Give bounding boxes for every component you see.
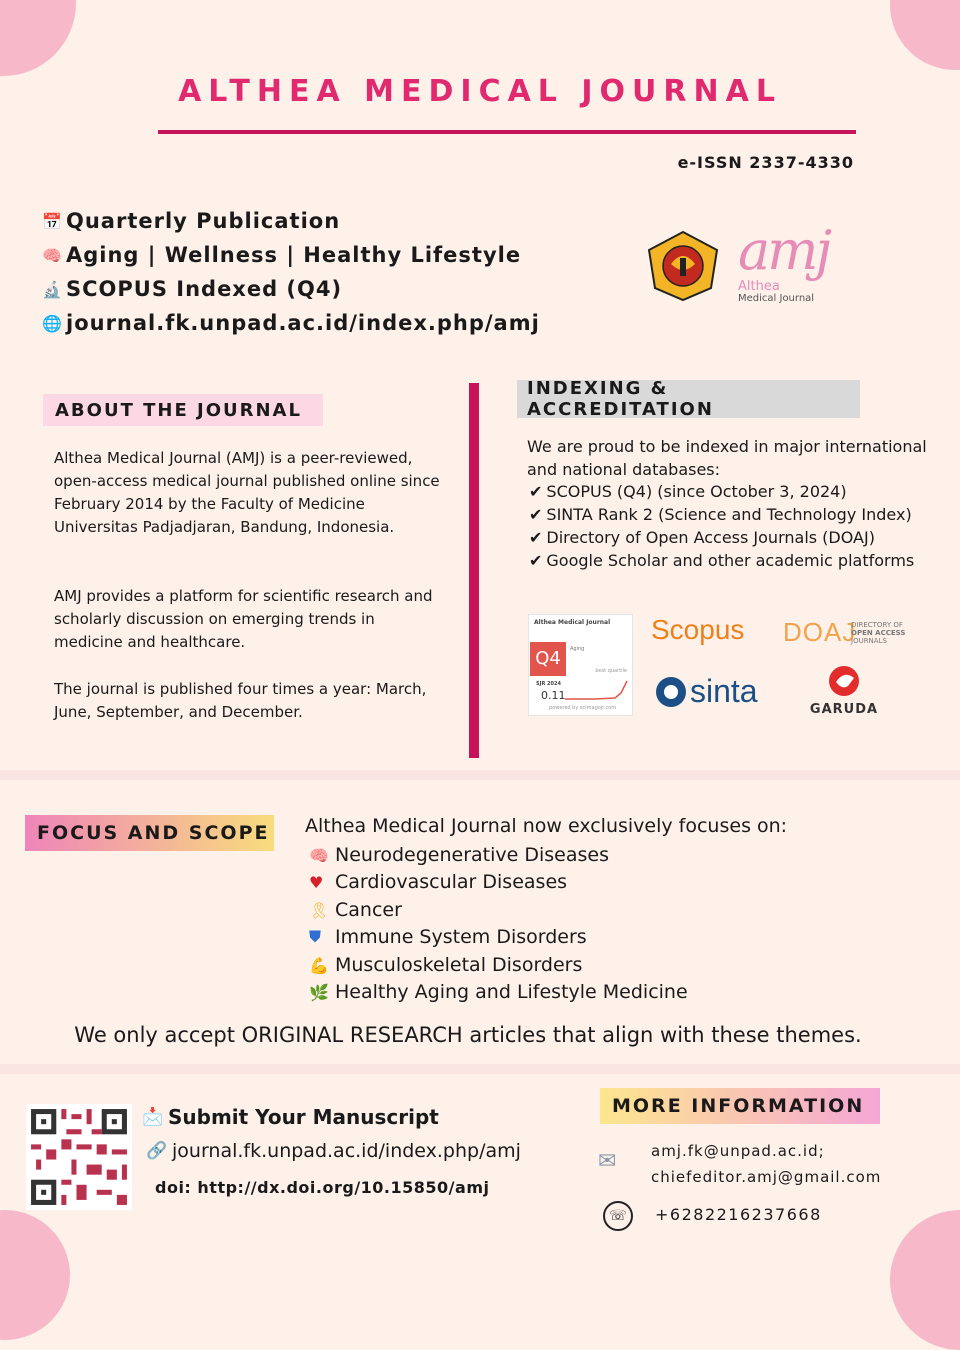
submit-manuscript-title (142, 1105, 439, 1129)
sjr-quartile: Q4 (530, 642, 566, 676)
focus-item-healthy-aging (309, 981, 688, 1003)
doaj-sub-line: JOURNALS (851, 637, 887, 645)
index-item-doaj (529, 526, 875, 549)
garuda-logo (806, 664, 882, 717)
focus-item-text: Healthy Aging and Lifestyle Medicine (335, 981, 688, 1003)
about-paragraph-3: The journal is published four times a year: March, June, September, and December. (54, 680, 427, 721)
garuda-emblem-icon (822, 664, 866, 698)
indexing-intro: We are proud to be indexed in major international and national databases: (527, 437, 927, 479)
feature-text: Quarterly Publication (66, 209, 341, 233)
index-item-text: SINTA Rank 2 (Science and Technology Index) (546, 505, 912, 524)
check-icon: ✔ (529, 482, 543, 501)
calendar-icon: 📅 (42, 211, 63, 231)
email-address-1[interactable]: amj.fk@unpad.ac.id; (651, 1142, 825, 1160)
journal-title: ALTHEA MEDICAL JOURNAL (178, 74, 782, 109)
check-icon: ✔ (529, 528, 543, 547)
focus-intro: Althea Medical Journal now exclusively focuses on: (305, 815, 788, 837)
link-icon: 🔗 (146, 1141, 168, 1161)
section-band (0, 1064, 960, 1074)
feature-topics (42, 243, 521, 267)
focus-item-text: Cancer (335, 899, 402, 921)
check-icon: ✔ (529, 551, 543, 570)
doaj-logo-subtitle (851, 621, 905, 645)
focus-item-cancer (309, 899, 402, 921)
focus-item-musculoskeletal (309, 954, 582, 976)
sjr-badge (528, 614, 633, 716)
brain-icon: 🧠 (42, 245, 63, 265)
sjr-year: SJR 2024 (536, 681, 561, 687)
focus-heading: FOCUS AND SCOPE (25, 815, 274, 851)
sinta-emblem-icon (654, 675, 688, 709)
amj-logo (738, 219, 830, 305)
feature-link[interactable]: journal.fk.unpad.ac.id/index.php/amj (66, 311, 540, 335)
shield-icon: ⛊ (309, 927, 322, 946)
flexed-biceps-icon: 💪 (309, 955, 329, 975)
sjr-title: Althea Medical Journal (534, 619, 611, 626)
sinta-logo (654, 673, 758, 710)
qr-code[interactable] (26, 1104, 132, 1210)
title-divider (158, 130, 856, 134)
about-paragraph-1: Althea Medical Journal (AMJ) is a peer-reviewed, open-access medical journal published online since February 2014 by the Faculty of Medicine Universitas Padjadjaran, Bandung, Indonesia. (54, 449, 440, 536)
herb-icon: 🌿 (309, 982, 329, 1002)
sjr-value: 0.11 (541, 689, 566, 702)
focus-item-neuro (309, 844, 609, 866)
sjr-trend-line (565, 679, 629, 701)
scopus-logo: Scopus (651, 614, 745, 645)
feature-scopus (42, 277, 342, 301)
focus-item-text: Neurodegenerative Diseases (335, 844, 609, 866)
submit-title-text: Submit Your Manuscript (168, 1105, 439, 1129)
mail-icon: ✉ (598, 1149, 617, 1174)
original-research-note: We only accept ORIGINAL RESEARCH articles that align with these themes. (74, 1023, 862, 1047)
corner-decoration-top-right (890, 0, 960, 70)
section-divider (469, 383, 479, 758)
phone-number[interactable]: +6282216237668 (655, 1205, 822, 1224)
feature-quarterly (42, 209, 340, 233)
feature-website[interactable] (42, 311, 540, 335)
amj-logo-mark: amj (738, 219, 830, 282)
email-address-2[interactable]: chiefeditor.amj@gmail.com (651, 1168, 882, 1186)
focus-item-text: Musculoskeletal Disorders (335, 954, 583, 976)
ribbon-icon: 🎗 (309, 900, 330, 920)
section-band (0, 770, 960, 780)
corner-decoration-bottom-left (0, 1210, 70, 1340)
doaj-logo: DOAJ (783, 617, 857, 647)
more-information-heading: MORE INFORMATION (600, 1088, 880, 1124)
index-item-text: Directory of Open Access Journals (DOAJ) (546, 528, 875, 547)
feature-text: SCOPUS Indexed (Q4) (66, 277, 343, 301)
feature-text: Aging | Wellness | Healthy Lifestyle (66, 243, 522, 267)
sinta-logo-text: sinta (690, 673, 758, 709)
index-item-text: SCOPUS (Q4) (since October 3, 2024) (546, 482, 847, 501)
sjr-category: Aging (570, 646, 585, 652)
index-item-scopus (529, 480, 847, 503)
corner-decoration-bottom-right (890, 1210, 960, 1350)
globe-icon: 🌐 (42, 313, 63, 333)
doaj-sub-line: OPEN ACCESS (851, 629, 906, 637)
amj-logo-line2: Medical Journal (738, 293, 815, 304)
submit-url-text[interactable]: journal.fk.unpad.ac.id/index.php/amj (172, 1140, 521, 1162)
microscope-icon: 🔬 (42, 279, 63, 299)
index-item-text: Google Scholar and other academic platforms (546, 551, 915, 570)
about-paragraph-2: AMJ provides a platform for scientific research and scholarly discussion on emerging trends in medicine and healthcare. (54, 587, 433, 651)
focus-item-immune (309, 926, 587, 948)
sjr-powered-by: powered by scimagojr.com (549, 705, 617, 711)
focus-item-text: Cardiovascular Diseases (335, 871, 568, 893)
brain-icon: 🧠 (309, 845, 329, 865)
submit-link[interactable] (146, 1140, 521, 1162)
garuda-logo-text: GARUDA (809, 702, 879, 717)
indexing-heading: INDEXING & ACCREDITATION (517, 380, 860, 418)
about-heading: ABOUT THE JOURNAL (43, 394, 323, 426)
focus-item-cardio (309, 871, 567, 893)
doaj-sub-line: DIRECTORY OF (851, 621, 903, 629)
doi-link[interactable]: doi: http://dx.doi.org/10.15850/amj (155, 1178, 490, 1197)
corner-decoration-top-left (0, 0, 76, 76)
heart-icon: ♥ (309, 872, 324, 892)
amj-logo-line1: Althea (738, 279, 780, 294)
unpad-logo (645, 230, 721, 302)
sjr-best-quartile: best quartile (595, 668, 627, 674)
envelope-download-icon: 📩 (142, 1107, 164, 1127)
phone-icon: ☏ (603, 1201, 633, 1231)
index-item-google-scholar (529, 549, 914, 572)
check-icon: ✔ (529, 505, 543, 524)
focus-item-text: Immune System Disorders (335, 926, 587, 948)
index-item-sinta (529, 503, 912, 526)
issn-label: e-ISSN 2337-4330 (677, 153, 854, 172)
